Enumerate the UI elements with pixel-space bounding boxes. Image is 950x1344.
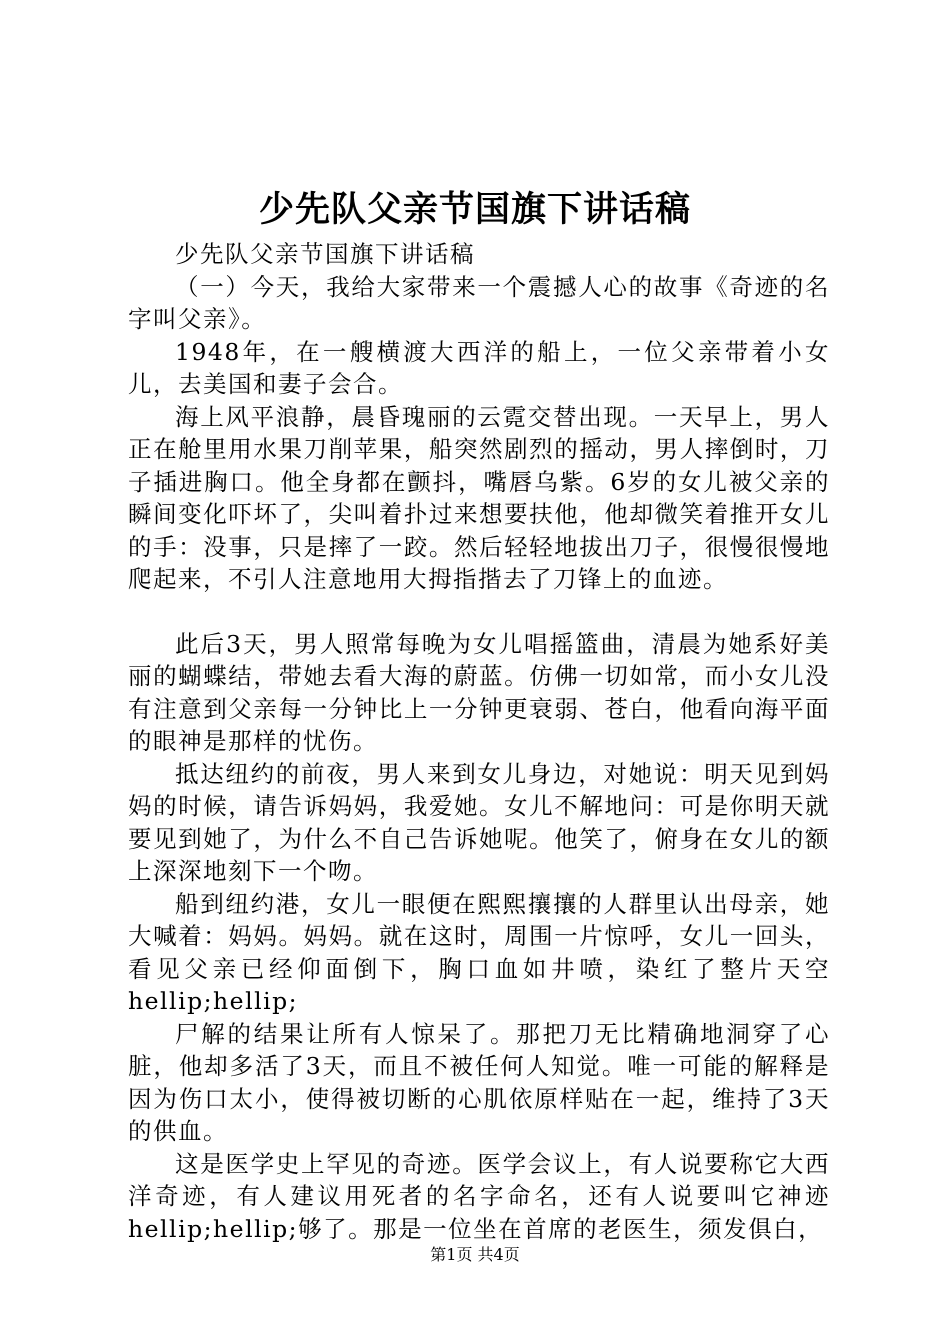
paragraph-three-days: 此后3天，男人照常每晚为女儿唱摇篮曲，清晨为她系好美丽的蝴蝶结，带她去看大海的蔚蓝。仿佛一切如常，而小女儿没有注意到父亲每一分钟比上一分钟更衰弱、苍白，他看向海平面的眼神是那样的忧伤。 xyxy=(128,629,830,755)
paragraph-accident: 海上风平浪静，晨昏瑰丽的云霓交替出现。一天早上，男人正在舱里用水果刀削苹果，船突然剧烈的摇动，男人摔倒时，刀子插进胸口。他全身都在颤抖，嘴唇乌紫。6岁的女儿被父亲的瞬间变化吓坏了，尖叫着扑过来想要扶他，他却微笑着推开女儿的手：没事，只是摔了一跤。然后轻轻地拔出刀子，很慢很慢地爬起来，不引人注意地用大拇指揩去了刀锋上的血迹。 xyxy=(128,402,830,593)
paragraph-eve: 抵达纽约的前夜，男人来到女儿身边，对她说：明天见到妈妈的时候，请告诉妈妈，我爱她。女儿不解地问：可是你明天就要见到她了，为什么不自己告诉她呢。他笑了，俯身在女儿的额上深深地刻下一个吻。 xyxy=(128,759,830,885)
paragraph-intro: （一）今天，我给大家带来一个震撼人心的故事《奇迹的名字叫父亲》。 xyxy=(128,272,830,333)
document-title: 少先队父亲节国旗下讲话稿 xyxy=(258,189,691,230)
paragraph-heading: 少先队父亲节国旗下讲话稿 xyxy=(175,240,475,268)
page-footer: 第1页 共4页 xyxy=(430,1245,520,1264)
paragraph-miracle: 这是医学史上罕见的奇迹。医学会议上，有人说要称它大西洋奇迹，有人建议用死者的名字命名，还有人说要叫它神迹hellip;hellip;够了。那是一位坐在首席的老医生，须发俱白， xyxy=(128,1149,830,1243)
paragraph-autopsy: 尸解的结果让所有人惊呆了。那把刀无比精确地洞穿了心脏，他却多活了3天，而且不被任何人知觉。唯一可能的解释是因为伤口太小，使得被切断的心肌依原样贴在一起，维持了3天的供血。 xyxy=(128,1019,830,1145)
paragraph-arrival: 船到纽约港，女儿一眼便在熙熙攘攘的人群里认出母亲，她大喊着：妈妈。妈妈。就在这时，周围一片惊呼，女儿一回头，看见父亲已经仰面倒下，胸口血如井喷，染红了整片天空hellip;hellip; xyxy=(128,889,830,1015)
document-body xyxy=(128,238,830,1245)
paragraph-ship: 1948年，在一艘横渡大西洋的船上，一位父亲带着小女儿，去美国和妻子会合。 xyxy=(128,337,830,398)
